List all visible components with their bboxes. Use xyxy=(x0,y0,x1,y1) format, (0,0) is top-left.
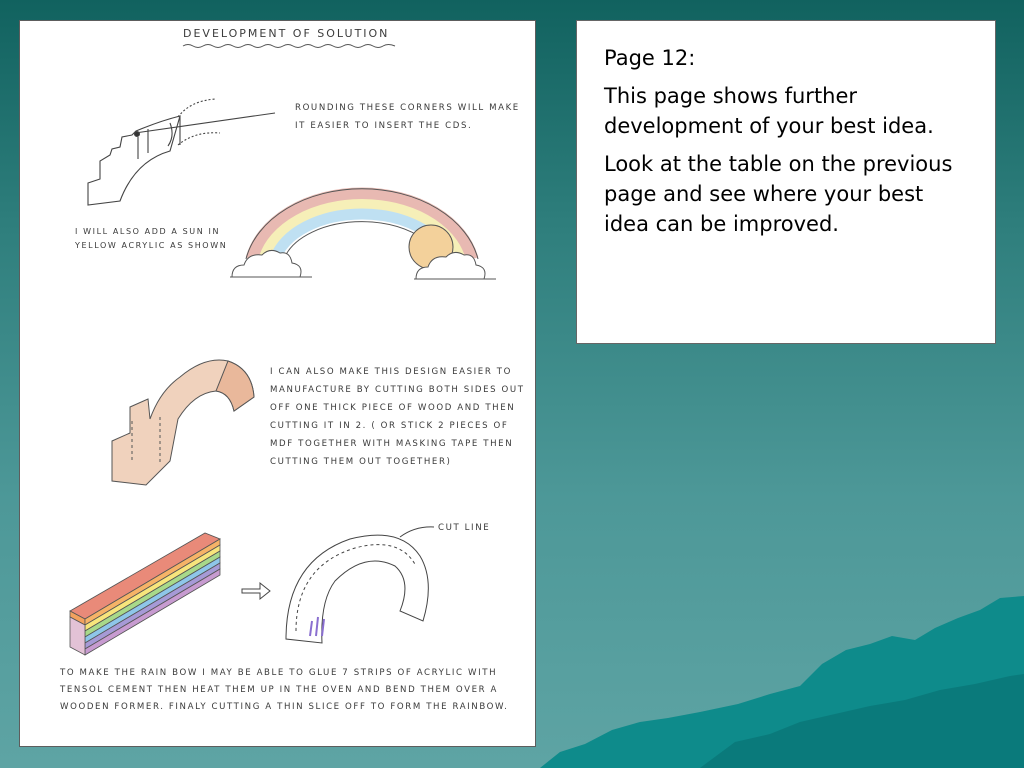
instruction-paragraph-1: This page shows further development of your best idea. xyxy=(604,84,934,138)
wooden-arch-drawing xyxy=(112,360,254,485)
rainbow-drawing xyxy=(230,189,496,279)
rounding-note: ROUNDING THESE CORNERS WILL MAKE IT EASIER TO INSERT THE CDS. xyxy=(295,103,520,131)
sketch-page xyxy=(19,20,536,747)
manufacture-note: I CAN ALSO MAKE THIS DESIGN EASIER TO MANUFACTURE BY CUTTING BOTH SIDES OUT OFF ONE THICK PIECE OF WOOD AND THEN CUTTING IT IN 2. ( OR STICK 2 PIECES OF MDF TOGETHER WITH MASKING TAPE THEN CUTTING THEM OUT TOGETHER) xyxy=(270,367,525,467)
cut-line-label: CUT LINE xyxy=(438,523,491,533)
former-arch-drawing xyxy=(286,527,434,643)
arch-outline-drawing xyxy=(88,99,275,205)
sketch-title: DEVELOPMENT OF SOLUTION xyxy=(183,27,390,40)
page-heading: Page 12: xyxy=(604,46,696,70)
sun-note: I WILL ALSO ADD A SUN IN YELLOW ACRYLIC AS SHOWN xyxy=(75,227,228,250)
rainbow-method-note: TO MAKE THE RAIN BOW I MAY BE ABLE TO GLUE 7 STRIPS OF ACRYLIC WITH TENSOL CEMENT THEN HEAT THEM UP IN THE OVEN AND BEND THEM OVER A WOODEN FORMER. FINALY CUTTING A THIN SLICE OFF TO FORM THE RAINBOW. xyxy=(60,668,509,712)
instruction-paragraph-2: Look at the table on the previous page and see where your best idea can be improved. xyxy=(604,152,953,236)
arrow-drawing xyxy=(242,583,270,599)
instruction-box xyxy=(576,20,996,344)
acrylic-strips-drawing xyxy=(70,533,220,655)
